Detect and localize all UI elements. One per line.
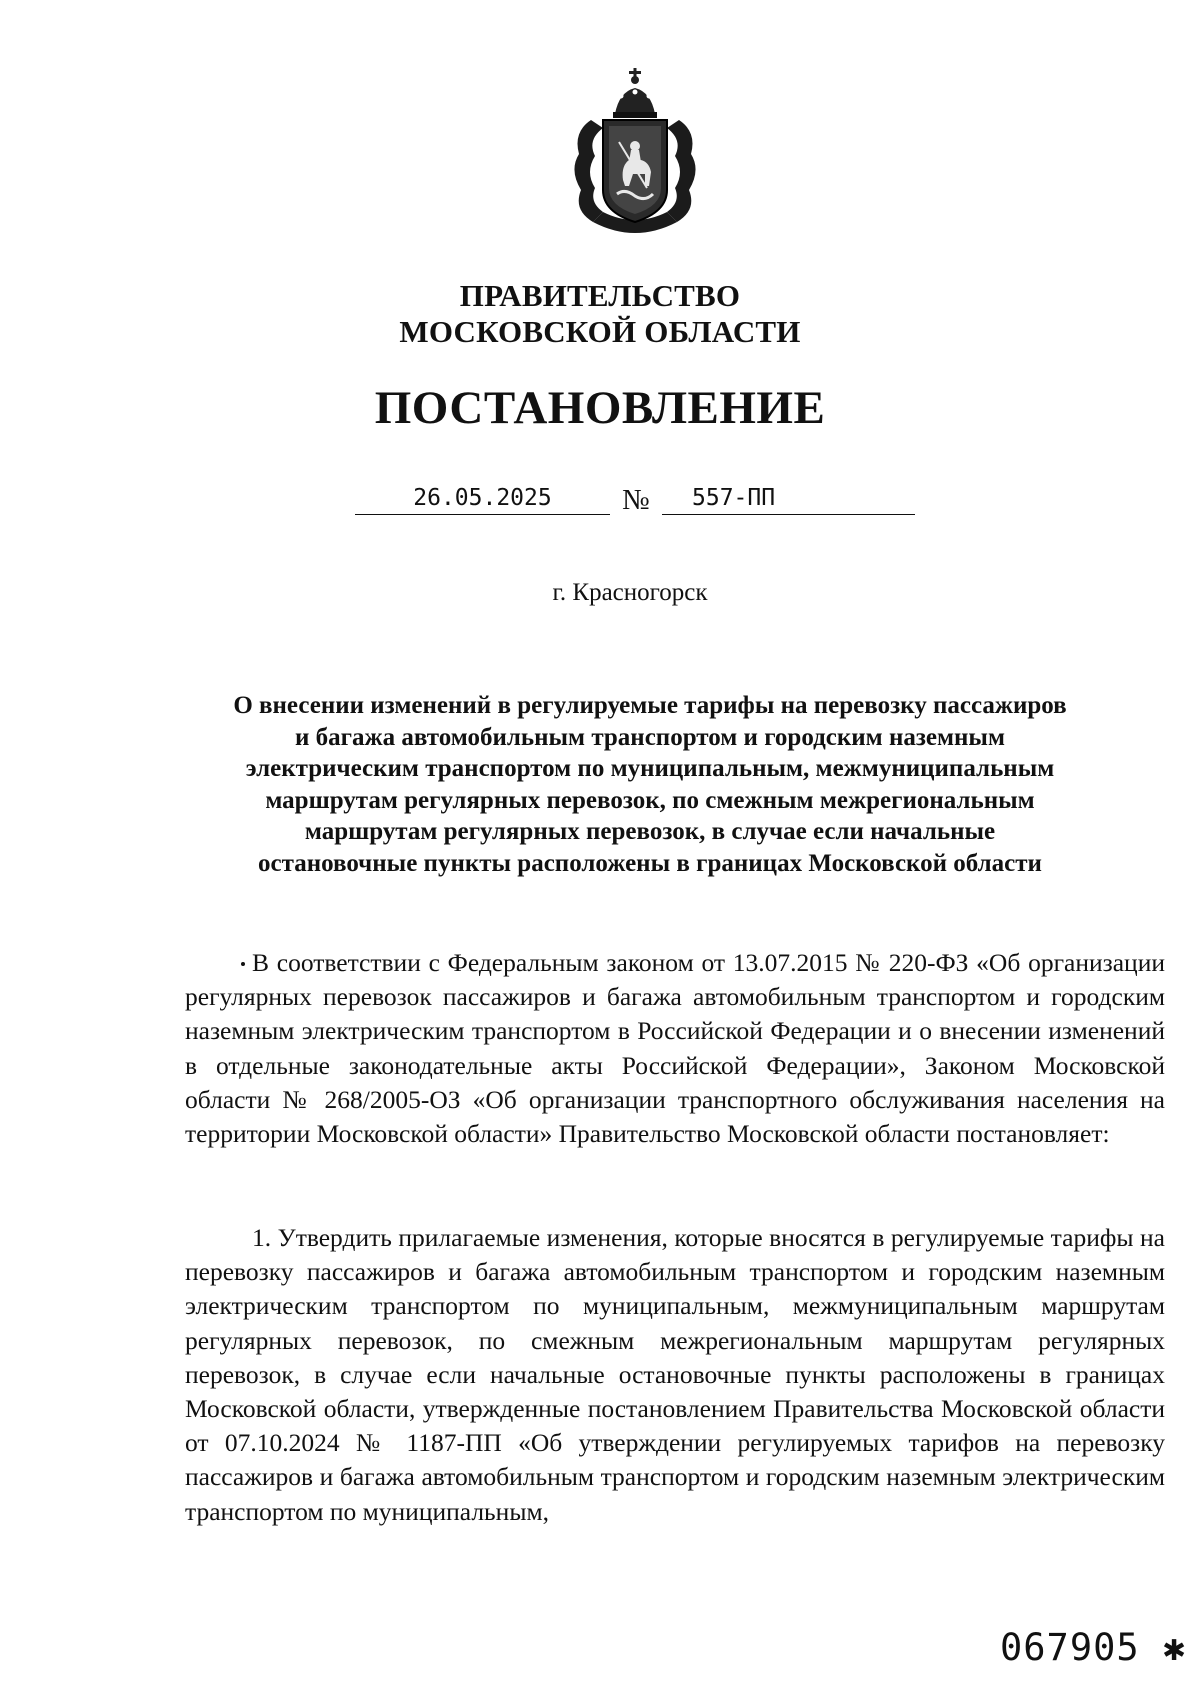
document-number: 557-ПП bbox=[692, 485, 776, 511]
document-type-heading: ПОСТАНОВЛЕНИЕ bbox=[374, 382, 826, 434]
serial-number: 067905 ✱ bbox=[1000, 1626, 1187, 1669]
place-of-issue: г. Красногорск bbox=[552, 579, 708, 606]
document-date: 26.05.2025 bbox=[355, 482, 610, 515]
title-line: и багажа автомобильным транспортом и городским наземным bbox=[295, 723, 1005, 751]
title-line: маршрутам регулярных перевозок, в случае если начальные bbox=[304, 818, 996, 846]
item-1-paragraph: 1. Утвердить прилагаемые изменения, которые вносятся в регулируемые тарифы на перевозку пассажиров и багажа автомобильным транспортом и городским наземным электрическим транспортом по муниципальным, межмуниципальным маршрутам регулярных перевозок, по смежным межрегиональным маршрутам регулярных перевозок, в случае если начальные остановочные пункты расположены в границах Московской области, утвержденные постановлением Правительства Московской области от 07.10.2024 № 1187-ПП «Об утверждении регулируемых тарифов на перевозку пассажиров и багажа автомобильным транспортом и городским наземным электрическим транспортом по муниципальным, bbox=[185, 1223, 1165, 1526]
document-number-field bbox=[662, 482, 915, 515]
number-sign: № bbox=[622, 484, 650, 516]
document-title bbox=[150, 690, 1150, 880]
title-line: О внесении изменений в регулируемые тарифы на перевозку пассажиров bbox=[233, 692, 1067, 719]
organization-name-line2: МОСКОВСКОЙ ОБЛАСТИ bbox=[399, 314, 801, 349]
coat-of-arms-icon bbox=[563, 62, 707, 242]
organization-name-line1: ПРАВИТЕЛЬСТВО bbox=[459, 278, 741, 313]
preamble-paragraph: В соответствии с Федеральным законом от 13.07.2015 № 220-ФЗ «Об организации регулярных перевозок пассажиров и багажа автомобильным транспортом и городским наземным электрическим транспортом в Российской Федерации и о внесении изменений в отдельные законодательные акты Российской Федерации», Законом Московской области № 268/2005-ОЗ «Об организации транспортного обслуживания населения на территории Московской области» Правительство Московской области постановляет: bbox=[185, 948, 1165, 1149]
title-line: остановочные пункты расположены в границах Московской области bbox=[258, 849, 1042, 877]
title-line: электрическим транспортом по муниципальным, межмуниципальным bbox=[245, 755, 1055, 783]
title-line: маршрутам регулярных перевозок, по смежным межрегиональным bbox=[265, 786, 1035, 814]
